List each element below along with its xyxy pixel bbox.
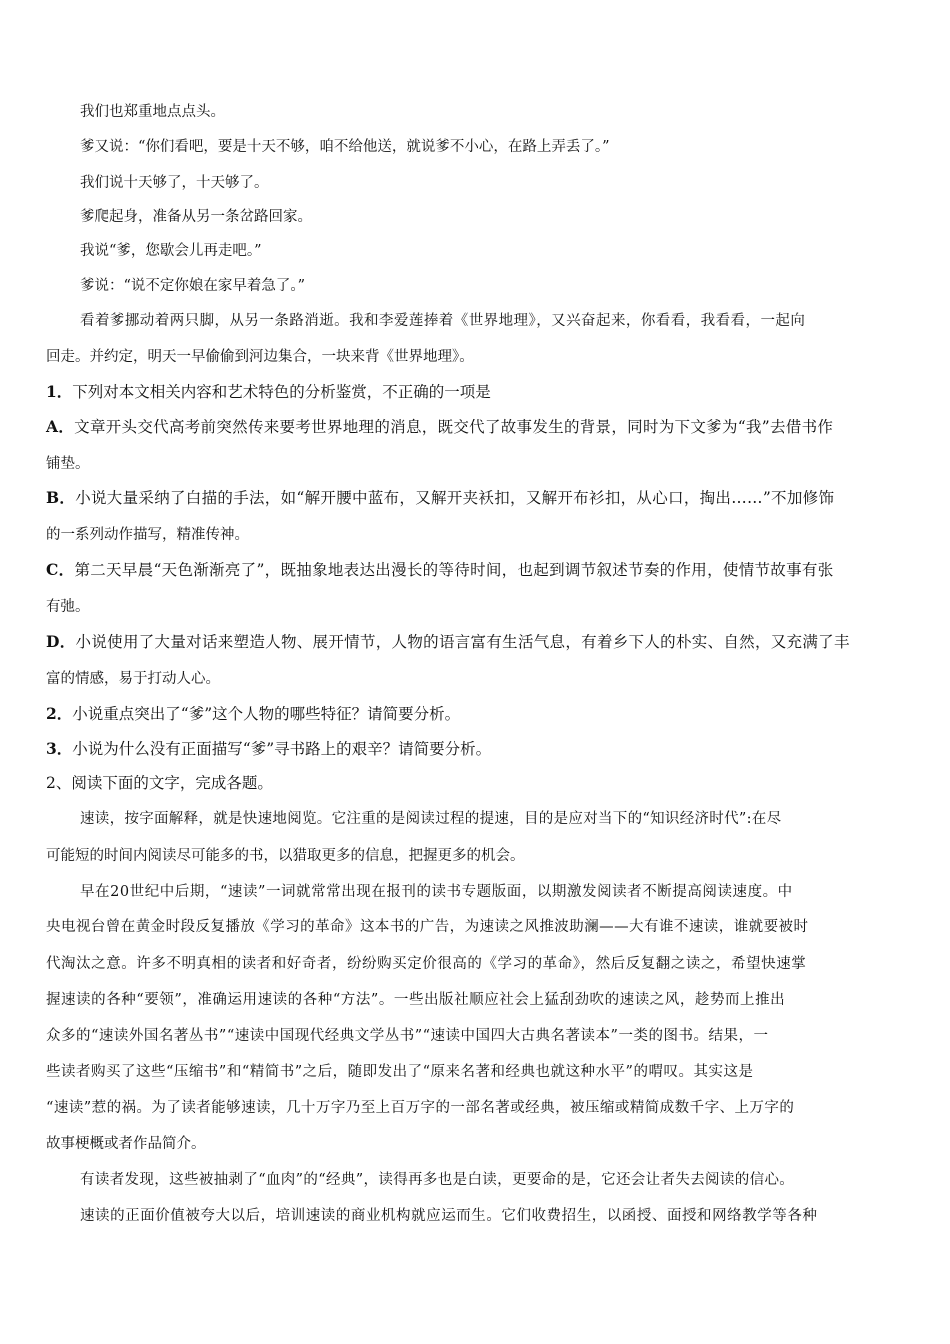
passage-line: 早在20世纪中后期，“速读”一词就常常出现在报刊的读书专题版面，以期激发阅读者不断提高阅读速度。中 <box>80 884 793 900</box>
option-d-continued: 富的情感，易于打动人心。 <box>46 671 220 687</box>
option-c <box>46 560 834 580</box>
option-a-continued: 铺垫。 <box>46 456 90 472</box>
question-number: 2． <box>46 704 73 723</box>
option-text: 文章开头交代高考前突然传来要考世界地理的消息，既交代了故事发生的背景，同时为下文爹为“我”去借书作 <box>74 418 834 436</box>
passage-line: 速读的正面价值被夸大以后，培训速读的商业机构就应运而生。它们收费招生，以函授、面授和网络教学等各种 <box>80 1208 818 1224</box>
option-a <box>46 417 833 437</box>
question-1 <box>46 382 491 402</box>
story-paragraph: 我们也郑重地点点头。 <box>80 104 225 120</box>
passage-line: 可能短的时间内阅读尽可能多的书，以猎取更多的信息，把握更多的机会。 <box>46 848 525 864</box>
question-stem: 下列对本文相关内容和艺术特色的分析鉴赏，不正确的一项是 <box>72 383 491 401</box>
option-label: A． <box>46 417 75 436</box>
story-paragraph: 看着爹挪动着两只脚，从另一条路消逝。我和李爱莲捧着《世界地理》，又兴奋起来，你看看，我看看，一起向 <box>80 313 806 329</box>
passage-line: 有读者发现，这些被抽剥了“血肉”的“经典”，读得再多也是白读，更要命的是，它还会让者失去阅读的信心。 <box>80 1172 795 1188</box>
story-paragraph: 爹说：“说不定你娘在家早着急了。” <box>80 278 306 294</box>
option-c-continued: 有弛。 <box>46 599 90 615</box>
passage-line: 速读，按字面解释，就是快速地阅览。它注重的是阅读过程的提速，目的是应对当下的“知识经济时代”:在尽 <box>80 811 782 827</box>
option-label: B． <box>46 488 76 507</box>
story-paragraph: 爹爬起身，准备从另一条岔路回家。 <box>80 209 312 225</box>
passage-line: 握速读的各种“要领”，准确运用速读的各种“方法”。一些出版社顺应社会上猛刮劲吹的速读之风，趁势而上推出 <box>46 992 786 1008</box>
option-label: D． <box>46 632 76 651</box>
question-3 <box>46 739 491 759</box>
section-2-title: 2、阅读下面的文字，完成各题。 <box>46 774 273 792</box>
option-text: 第二天早晨“天色渐渐亮了”，既抽象地表达出漫长的等待时间，也起到调节叙述节奏的作用，使情节故事有张 <box>74 561 834 579</box>
question-text: 小说重点突出了“爹”这个人物的哪些特征？请简要分析。 <box>72 705 461 723</box>
passage-line: 故事梗概或者作品简介。 <box>46 1136 206 1152</box>
option-text: 小说使用了大量对话来塑造人物、展开情节，人物的语言富有生活气息，有着乡下人的朴实、自然，又充满了丰 <box>75 633 850 651</box>
option-d <box>46 632 850 652</box>
option-label: C． <box>46 560 75 579</box>
question-text: 小说为什么没有正面描写“爹”寻书路上的艰辛？请简要分析。 <box>72 740 492 758</box>
option-b-continued: 的一系列动作描写，精准传神。 <box>46 527 249 543</box>
option-text: 小说大量采纳了白描的手法，如“解开腰中蓝布，又解开夹袄扣，又解开布衫扣，从心口，掏出……”不加修饰 <box>75 489 835 507</box>
question-number: 1． <box>46 382 73 401</box>
story-paragraph: 我们说十天够了，十天够了。 <box>80 175 269 191</box>
story-paragraph: 爹又说：“你们看吧，要是十天不够，咱不给他送，就说爹不小心，在路上弄丢了。” <box>80 139 610 155</box>
story-paragraph: 我说“爹，您歇会儿再走吧。” <box>80 243 262 259</box>
option-b <box>46 488 834 508</box>
question-2 <box>46 704 460 724</box>
question-number: 3． <box>46 739 73 758</box>
passage-line: 些读者购买了这些“压缩书”和“精简书”之后，随即发出了“原来名著和经典也就这种水平”的喟叹。其实这是 <box>46 1064 754 1080</box>
passage-line: 央电视台曾在黄金时段反复播放《学习的革命》这本书的广告，为速读之风推波助澜——大有谁不速读，谁就要被时 <box>46 919 809 935</box>
passage-line: “速读”惹的祸。为了读者能够速读，几十万字乃至上百万字的一部名著或经典，被压缩或精简成数千字、上万字的 <box>46 1100 795 1116</box>
story-paragraph-continued: 回走。并约定，明天一早偷偷到河边集合，一块来背《世界地理》。 <box>46 349 474 365</box>
passage-line: 代淘汰之意。许多不明真相的读者和好奇者，纷纷购买定价很高的《学习的革命》，然后反复翻之读之，希望快速掌 <box>46 956 807 972</box>
passage-line: 众多的“速读外国名著丛书”“速读中国现代经典文学丛书”“速读中国四大古典名著读本”一类的图书。结果，一 <box>46 1028 769 1044</box>
